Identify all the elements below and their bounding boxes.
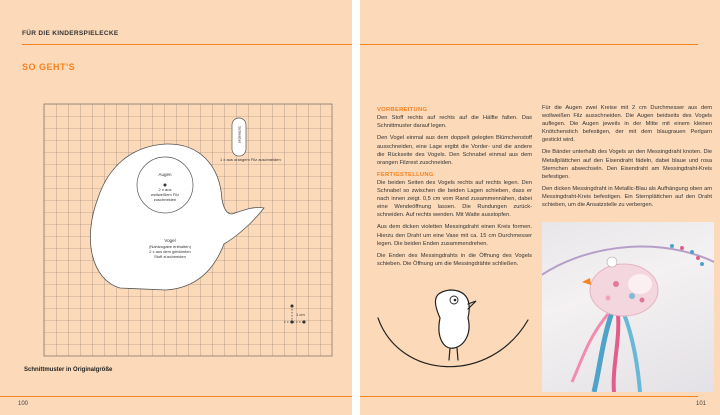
paragraph: Die beiden Seiten des Vogels rechts auf rechts legen. Den Schnabel so zwischen die beiden Lagen schieben, dass er nach innen zeigt. 0,5 cm vom Rand zusammennähen, dabei eine Wendeöffnung lassen. Die Rundungen zurück-schneiden. Auf rechts wenden. Mit Watte ausstopfen. [377,180,532,219]
label-scale: 1 cm [296,312,305,317]
subheading-preparation: VORBEREITUNG [377,107,428,113]
page-number-right: 101 [696,401,707,407]
label-eyes-line1: 2 x aus [158,187,172,192]
page-number-left: 100 [18,401,29,407]
subheading-finishing: FERTIGSTELLUNG [377,171,434,178]
right-page [360,0,720,415]
ribbon-strands [572,312,640,392]
paragraph: Den Vogel einmal aus dem doppelt gelegten Blümchenstoff ausschneiden, eine Lage ergibt die Vorder- und die andere die Rückseite des Vogels. Den Schnabel einmal aus dem orangen Filzrest zuschneiden. [377,135,532,166]
label-beak-note: 1 x aus orangem Filz zuschneiden [220,157,281,162]
photo-content [542,222,714,392]
label-bird-line1: (Nahtzugabe enthalten) [149,244,191,249]
paragraph: Die Bänder unterhalb des Vogels an den Messingdraht knoten. Die Metallplättchen auf den Eisendraht fädeln, dabei blaue und rosa Sternchen abwechseln. Den Eisendraht am Messingdraht-Kreis befestigen. [542,149,712,180]
product-photo [542,222,714,392]
paragraph: Für die Augen zwei Kreise mit 2 cm Durchmesser aus dem wollweißen Filz ausschneiden. Die Augen beidseits des Vogels auflegen. Die Augen jeweils in der Mitte mit einem kleinen Knötchenstich befestigen, der mit dem blaugrauen Perlgarn gestickt wird. [542,105,712,144]
label-beak: Schnabel [237,126,243,143]
left-page [0,0,352,415]
section-title: SO GEHT'S [22,62,76,72]
label-bird-line3: Stoff zuschneiden [154,254,186,259]
footer-rule [0,396,352,397]
page-header: FÜR DIE KINDERSPIELECKE [22,30,119,37]
spine-gutter [352,0,360,415]
paragraph: Die Enden des Messingdrahts in die Öffnung des Vogels schieben. Die Öffnung um die Messingdrähte schließen. [377,252,532,267]
pattern-caption: Schnittmuster in Originalgröße [24,367,113,373]
label-bird-title: Vogel [164,238,176,243]
footer-rule-right [360,396,698,397]
label-eyes-title: Augen [158,172,172,177]
paragraph: Den dicken Messingdraht in Metallic-Blau als Aufhängung oben am Messingdraht-Kreis befestigen. Ein Sternplättchen auf den Draht schieben, um die Ansatzstelle zu verbergen. [542,185,712,209]
label-bird-line2: 2 x aus dem geblümten [149,249,191,254]
sewing-pattern-grid [0,0,352,415]
paragraph: Den Stoff rechts auf rechts auf die Hälfte falten. Das Schnittmuster darauf legen. [377,115,532,130]
label-eyes-line3: zuschneiden [153,197,177,202]
label-eyes-line2: wollweißem Filz [150,192,180,197]
paragraph: Aus dem dicken violetten Messingdraht einen Kreis formen. Hierzu den Draht um eine Vase mit ca. 15 cm Durchmesser legen. Die beiden Enden zusammendrehen. [377,224,532,247]
